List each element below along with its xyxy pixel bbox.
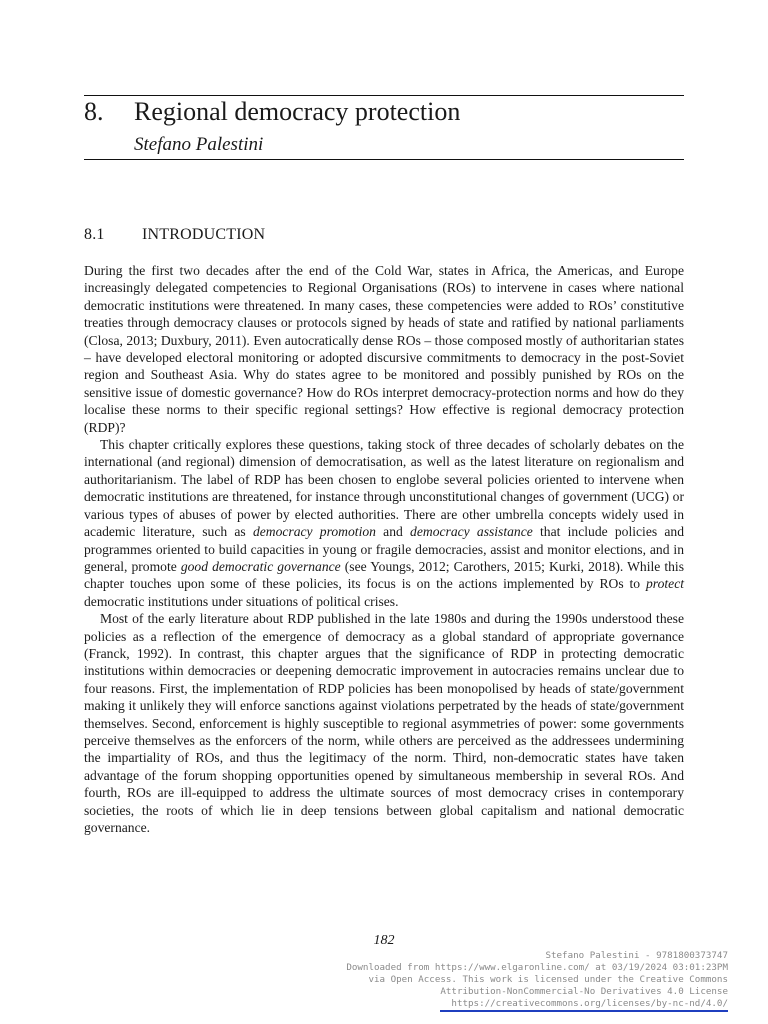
text-run: and [375, 524, 411, 540]
text-run: Most of the early literature about RDP published in the late 1980s and during the 1990s understood these policies as a reflection of the emergence of democracy as a global standard of appropriate governance (Franck, 1992). In contrast, this chapter argues that the significance of RDP in protecting democratic institutions within democracies or deepening democratic improvement in autocracies remains unclear due to four reasons. First, the implementation of RDP policies has been monopolised by heads of state/government making it unlikely they will enforce sanctions against violations perpetrated by the heads of state/government themselves. Second, enforcement is highly susceptible to regional asymmetries of power: some governments perceive themselves as the enforcers of the norm, while others are perceived as the addressees undermining the impartiality of ROs, and thus the legitimacy of the norm. Third, non-democratic states have taken advantage of the forum shopping opportunities opened by simultaneous membership in several ROs. And fourth, ROs are ill-equipped to address the ultimate sources of most democracy crises in contemporary societies, the roots of which lie in deep tensions between global capitalism and national democratic governance. [84, 611, 684, 835]
page-number: 182 [373, 933, 395, 948]
text-run: (see Youngs, 2012; Carothers, 2015; Kurki, 2018). While this chapter touches upon some of these policies, its focus is on the actions implemented by ROs to [84, 558, 684, 592]
section-title: INTRODUCTION [142, 226, 266, 243]
text-run: democratic institutions under situations of political crises. [84, 593, 399, 609]
footer-line-access: via Open Access. This work is licensed under the Creative Commons [368, 974, 728, 985]
footer-line-license: Attribution-NonCommercial-No Derivatives 4.0 License [440, 986, 728, 997]
italic-text-run: protect [646, 576, 684, 592]
italic-text-run: good democratic governance [180, 558, 341, 574]
section-number: 8.1 [84, 226, 105, 243]
chapter-author: Stefano Palestini [134, 134, 264, 155]
text-run: This chapter critically explores these questions, taking stock of three decades of scholarly debates on the international (and regional) dimension of democratisation, as well as the latest literature on regionalism and authoritarianism. The label of RDP has been chosen to englobe several policies oriented to intervene when democratic institutions are threatened, for instance through unconstitutional changes of government (UCG) or various types of abuses of power by elected authorities. There are other umbrella concepts widely used in academic literature, such as [84, 437, 684, 540]
license-link-underline [440, 1010, 728, 1012]
download-footer [268, 950, 728, 1010]
italic-text-run: democracy assistance [410, 524, 533, 540]
footer-license-link[interactable]: https://creativecommons.org/licenses/by-nc-nd/4.0/ [451, 998, 728, 1009]
paragraph [84, 262, 684, 436]
italic-text-run: democracy promotion [252, 524, 376, 540]
chapter-bottom-rule [84, 159, 684, 160]
text-run: During the first two decades after the end of the Cold War, states in Africa, the Americas, and Europe increasingly delegated competencies to Regional Organisations (ROs) to intervene in cases where national democratic institutions were threatened. In many cases, these competencies were added to ROs’ constitutive treaties through democracy clauses or protocols signed by heads of state and ratified by national parliaments (Closa, 2013; Duxbury, 2011). Even autocratically dense ROs – those composed mostly of authoritarian states – have developed electoral monitoring or adopted discursive commitments to democracy in the post-Soviet region and Southeast Asia. Why do states agree to be monitored and possibly punished by ROs on the sensitive issue of domestic governance? How do ROs interpret democracy-protection norms and how do they localise these norms to their specific regional settings? How effective is regional democracy protection (RDP)? [84, 263, 684, 435]
paragraph [84, 436, 684, 610]
body-text [84, 262, 684, 836]
chapter-number: 8. [84, 97, 104, 126]
footer-line-download: Downloaded from https://www.elgaronline.com/ at 03/19/2024 03:01:23PM [346, 962, 728, 973]
text-run: that include policies and programmes oriented to build capacities in young or fragile democracies, assist and monitor elections, and in general, promote [84, 524, 685, 574]
chapter-title: Regional democracy protection [134, 97, 461, 126]
footer-line-author-isbn: Stefano Palestini - 9781800373747 [545, 950, 728, 961]
section-heading [84, 225, 265, 245]
chapter-heading [84, 96, 460, 128]
paragraph [84, 610, 684, 836]
